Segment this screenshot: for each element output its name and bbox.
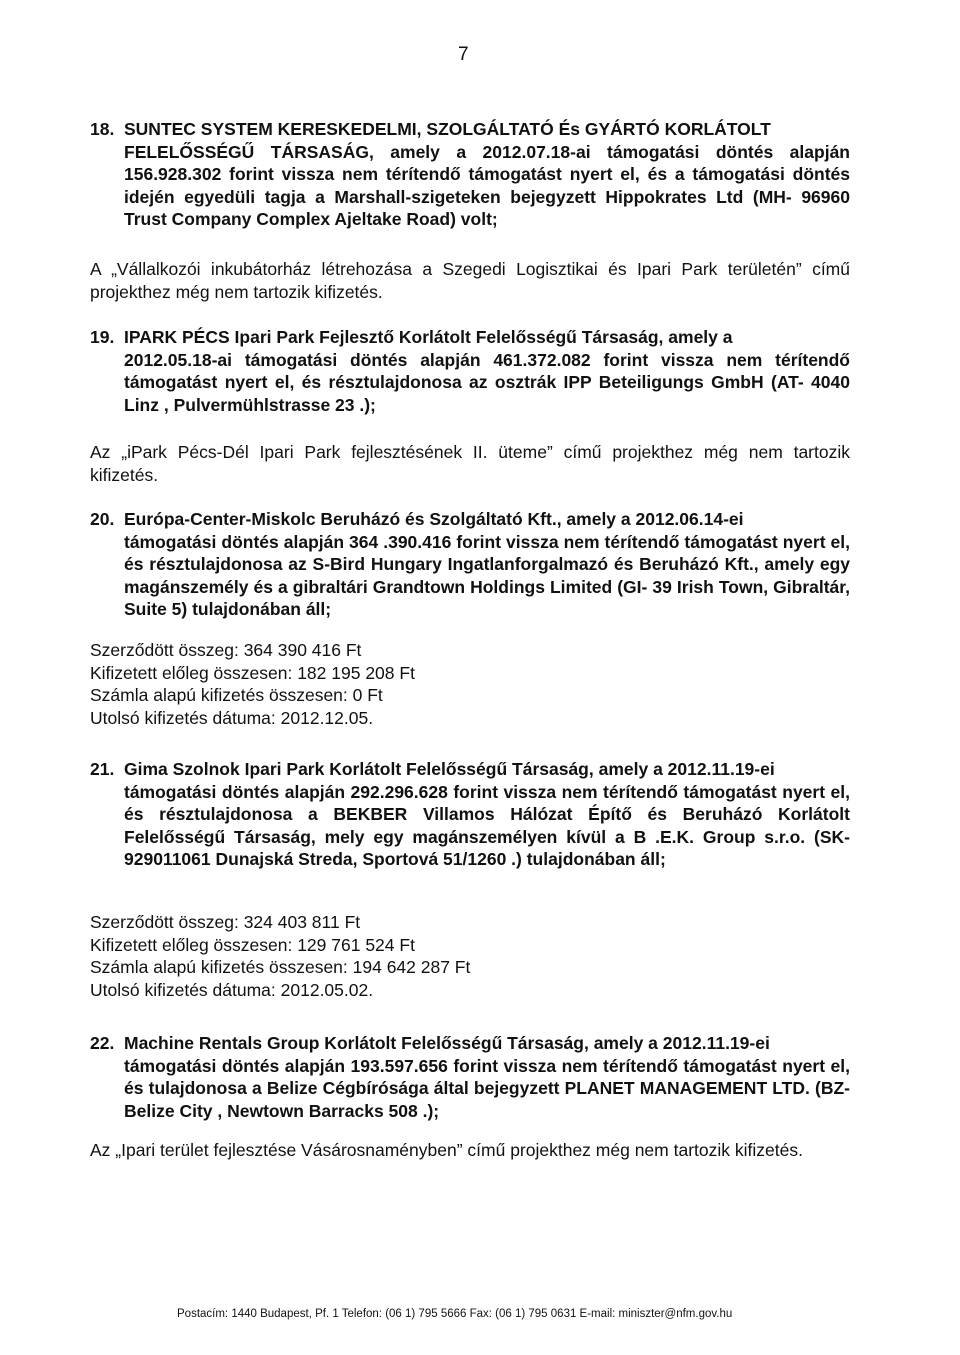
item-text: 2012.05.18-ai támogatási döntés alapján 461.372.082 forint vissza nem térítendő támogatást nyert el, és résztulajdonosa az osztrák IPP Beteiligungs GmbH (AT- 4040 Linz , Pulvermühlstrasse 23 .); [124, 349, 850, 415]
invoice-payments: Számla alapú kifizetés összesen: 194 642 287 Ft [90, 957, 471, 977]
last-payment-date: Utolsó kifizetés dátuma: 2012.12.05. [90, 707, 374, 728]
list-item-21 [90, 758, 850, 871]
contract-amount: Szerződött összeg: 324 403 811 Ft [90, 912, 361, 932]
invoice-payments: Számla alapú kifizetés összesen: 0 Ft [90, 685, 383, 705]
item-number: 20. [90, 509, 115, 529]
advance-paid: Kifizetett előleg összesen: 182 195 208 Ft [90, 662, 415, 683]
item-number: 22. [90, 1033, 115, 1053]
contract-figures-20 [90, 639, 415, 729]
list-item-19 [90, 326, 850, 416]
item-first-line: IPARK PÉCS Ipari Park Fejlesztő Korlátolt Felelősségű Társaság, amely a [124, 327, 733, 347]
item-text: támogatási döntés alapján 292.296.628 forint vissza nem térítendő támogatást nyert el, és résztulajdonosa a BEKBER Villamos Hálózat Építő és Beruházó Korlátolt Felelősségű Társaság, mely egy magánszemélyen kívül a B .E.K. Group s.r.o. (SK- 929011061 Dunajská Streda, Sportová 51/1260 .) tulajdonában áll; [124, 781, 850, 869]
item-text: FELELŐSSÉGŰ TÁRSASÁG, amely a 2012.07.18-ai támogatási döntés alapján 156.928.302 forint vissza nem térítendő támogatást nyert el, és a támogatási döntés idején egyedüli tagja a Marshall-szigeteken bejegyzett Hippokrates Ltd (MH- 96960 Trust Company Complex Ajeltake Road) volt; [124, 141, 850, 229]
item-text: támogatási döntés alapján 193.597.656 forint vissza nem térítendő támogatást nyert el, és tulajdonosa a Belize Cégbírósága által bejegyzett PLANET MANAGEMENT LTD. (BZ- Belize City , Newtown Barracks 508 .); [124, 1055, 850, 1121]
note-22: Az „Ipari terület fejlesztése Vásárosnaményben” című projekthez még nem tartozik kifizetés. [90, 1140, 803, 1160]
item-number: 19. [90, 327, 115, 347]
note-18: A „Vállalkozói inkubátorház létrehozása a Szegedi Logisztikai és Ipari Park területén” című projekthez még nem tartozik kifizetés. [90, 259, 850, 302]
list-item-20 [90, 508, 850, 621]
item-first-line: Gima Szolnok Ipari Park Korlátolt Felelősségű Társaság, amely a 2012.11.19-ei [124, 759, 775, 779]
list-item-18 [90, 118, 850, 231]
footer-contact: Postacím: 1440 Budapest, Pf. 1 Telefon: (06 1) 795 5666 Fax: (06 1) 795 0631 E-mail: miniszter@nfm.gov.hu [177, 1308, 733, 1320]
item-number: 21. [90, 759, 115, 779]
item-text: támogatási döntés alapján 364 .390.416 forint vissza nem térítendő támogatást nyert el, és résztulajdonosa az S-Bird Hungary Ingatlanforgalmazó és Beruházó Kft., amely egy magánszemély és a gibraltári Grandtown Holdings Limited (GI- 39 Irish Town, Gibraltár, Suite 5) tulajdonában áll; [124, 531, 850, 619]
page-number: 7 [458, 44, 469, 65]
last-payment-date: Utolsó kifizetés dátuma: 2012.05.02. [90, 979, 374, 1000]
item-first-line: Európa-Center-Miskolc Beruházó és Szolgáltató Kft., amely a 2012.06.14-ei [124, 509, 744, 529]
note-19: Az „iPark Pécs-Dél Ipari Park fejlesztésének II. üteme” című projekthez még nem tartozik kifizetés. [90, 442, 850, 485]
item-first-line: SUNTEC SYSTEM KERESKEDELMI, SZOLGÁLTATÓ És GYÁRTÓ KORLÁTOLT [124, 119, 771, 139]
item-first-line: Machine Rentals Group Korlátolt Felelősségű Társaság, amely a 2012.11.19-ei [124, 1033, 770, 1053]
advance-paid: Kifizetett előleg összesen: 129 761 524 Ft [90, 934, 415, 955]
contract-figures-21 [90, 911, 470, 1001]
item-number: 18. [90, 119, 115, 139]
contract-amount: Szerződött összeg: 364 390 416 Ft [90, 640, 362, 660]
list-item-22 [90, 1032, 850, 1122]
